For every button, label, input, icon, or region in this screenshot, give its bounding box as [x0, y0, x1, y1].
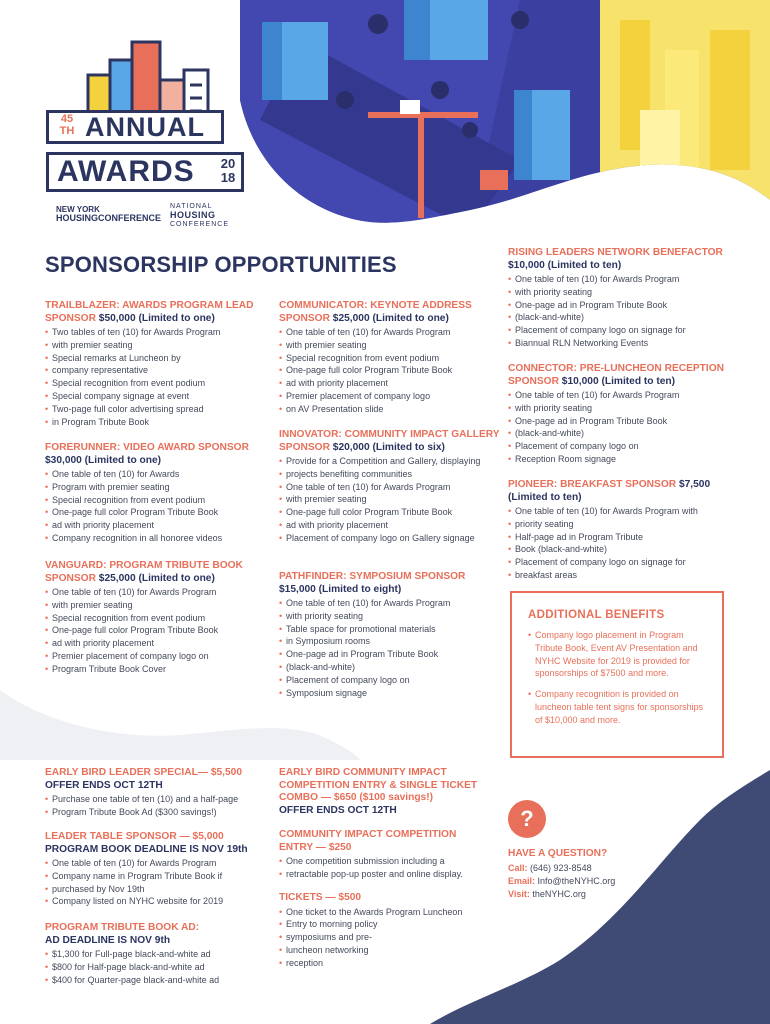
connector-section: CONNECTOR: PRE-LUNCHEON RECEPTION SPONSOR $10,000 (Limited to ten) • One table of ten (10) for Awards Program • with priority seating • One-page ad in Program Tribute Book • (black-and-white) • Placement of company logo on • Reception Room signage [508, 363, 730, 466]
list-item: • One table of ten (10) for Awards Program [508, 273, 730, 286]
list-item: • $800 for Half-page black-and-white ad [45, 961, 275, 974]
list-item: • priority seating [508, 518, 730, 531]
innovator-section: INNOVATOR: COMMUNITY IMPACT GALLERY SPONSOR $20,000 (Limited to six) • Provide for a Competition and Gallery, displaying • projects benefiting communities • One table of ten (10) for Awards Program • with premier seating • One-page full color Program Tribute Book • ad with priority placement • Placement of company logo on Gallery signage [279, 429, 501, 545]
list-item: • One-page ad in Program Tribute Book [279, 648, 501, 661]
contact-info [508, 848, 615, 901]
list-item: • with priority seating [279, 610, 501, 623]
list-item: • One ticket to the Awards Program Luncheon [279, 906, 501, 919]
list-item: • One table of ten (10) for Awards Program [508, 389, 730, 402]
logo-ordinal: 45 TH [59, 113, 75, 137]
list-item: • with premier seating [45, 599, 275, 612]
early-bird-leader-section: EARLY BIRD LEADER SPECIAL— $5,500 OFFER ENDS OCT 12TH • Purchase one table of ten (10) and a half-page • Program Tribute Book Ad ($300 savings!) [45, 767, 275, 819]
list-item: • Entry to morning policy [279, 918, 501, 931]
list-item: • Book (black-and-white) [508, 543, 730, 556]
city-illustration [230, 0, 770, 230]
list-item: • projects benefiting communities [279, 468, 501, 481]
list-item: • One competition submission including a [279, 855, 501, 868]
list-item: • Special recognition from event podium [279, 352, 501, 365]
list-item: • One-page ad in Program Tribute Book [508, 415, 730, 428]
early-bird-community-section: EARLY BIRD COMMUNITY IMPACT COMPETITION ENTRY & SINGLE TICKET COMBO — $650 ($100 savings!) OFFER ENDS OCT 12TH [279, 767, 478, 816]
list-item: • Special recognition from event podium [45, 377, 275, 390]
list-item: • retractable pop-up poster and online display. [279, 868, 501, 881]
list-item: • ad with priority placement [279, 377, 501, 390]
list-item: • $400 for Quarter-page black-and-white ad [45, 974, 275, 987]
forerunner-section: FORERUNNER: VIDEO AWARD SPONSOR $30,000 (Limited to one) • One table of ten (10) for Awards • Program with premier seating • Special recognition from event podium • One-page full color Program Tribute Book • ad with priority placement • Company recognition in all honoree videos [45, 442, 275, 545]
bullet-list [279, 326, 501, 416]
contact-website[interactable]: Visit: theNYHC.org [508, 889, 586, 899]
bullet-list [279, 855, 501, 881]
list-item: • Provide for a Competition and Gallery, displaying [279, 455, 501, 468]
list-item: • reception [279, 957, 501, 970]
bullet-list [508, 505, 730, 582]
list-item: • Purchase one table of ten (10) and a half-page [45, 793, 275, 806]
list-item: • One table of ten (10) for Awards Program [45, 586, 275, 599]
list-item: • (black-and-white) [508, 427, 730, 440]
benefits-title: ADDITIONAL BENEFITS [528, 609, 665, 621]
bullet-list [508, 389, 730, 466]
tribute-book-ad-section: PROGRAM TRIBUTE BOOK AD: AD DEADLINE IS NOV 9th • $1,300 for Full-page black-and-white ad • $800 for Half-page black-and-white ad • $400 for Quarter-page black-and-white ad [45, 922, 275, 986]
list-item: • Half-page ad in Program Tribute [508, 531, 730, 544]
list-item: • One-page ad in Program Tribute Book [508, 299, 730, 312]
list-item: • ad with priority placement [45, 519, 275, 532]
list-item: • Company logo placement in Program Tribute Book, Event AV Presentation and NYHC Website for 2019 is provided for sponsorships of $7500 and more. [528, 629, 708, 680]
list-item: • Reception Room signage [508, 453, 730, 466]
list-item: • on AV Presentation slide [279, 403, 501, 416]
additional-benefits-box [510, 591, 724, 758]
bullet-list [45, 468, 275, 545]
bullet-list [279, 597, 501, 699]
list-item: • Table space for promotional materials [279, 623, 501, 636]
bullet-list [279, 906, 501, 970]
list-item: • One table of ten (10) for Awards Program [279, 481, 501, 494]
bullet-list [45, 793, 275, 819]
bullet-list [528, 629, 708, 727]
contact-phone: Call: (646) 923-8548 [508, 863, 592, 873]
list-item: • Special recognition from event podium [45, 612, 275, 625]
list-item: • with premier seating [279, 493, 501, 506]
nhc-logo: NATIONAL HOUSING CONFERENCE [170, 203, 230, 228]
trailblazer-section: TRAILBLAZER: AWARDS PROGRAM LEAD SPONSOR $50,000 (Limited to one) • Two tables of ten (10) for Awards Program • with premier seating • Special remarks at Luncheon by • company representative • Special recognition from event podium • Special company signage at event • Two-page full color advertising spread • in Program Tribute Book [45, 300, 275, 428]
list-item: • ad with priority placement [279, 519, 501, 532]
list-item: • with priority seating [508, 286, 730, 299]
list-item: • Special recognition from event podium [45, 494, 275, 507]
list-item: • Two-page full color advertising spread [45, 403, 275, 416]
bullet-list [45, 857, 275, 908]
tickets-section: TICKETS — $500 • One ticket to the Awards Program Luncheon • Entry to morning policy • symposiums and pre- • luncheon networking • reception [279, 892, 501, 969]
bullet-list [45, 948, 275, 986]
list-item: • Biannual RLN Networking Events [508, 337, 730, 350]
rising-leaders-section: RISING LEADERS NETWORK BENEFACTOR $10,000 (Limited to ten) • One table of ten (10) for Awards Program • with priority seating • One-page ad in Program Tribute Book • (black-and-white) • Placement of company logo on signage for • Biannual RLN Networking Events [508, 247, 730, 350]
list-item: • Company listed on NYHC website for 2019 [45, 895, 275, 908]
bullet-list [279, 455, 501, 545]
pioneer-section: PIONEER: BREAKFAST SPONSOR $7,500 (Limited to ten) • One table of ten (10) for Awards Program with • priority seating • Half-page ad in Program Tribute • Book (black-and-white) • Placement of company logo on signage for • breakfast areas [508, 479, 730, 582]
bullet-list [45, 586, 275, 676]
list-item: • One-page full color Program Tribute Book [279, 506, 501, 519]
list-item: • ad with priority placement [45, 637, 275, 650]
community-entry-section: COMMUNITY IMPACT COMPETITION ENTRY — $250 • One competition submission including a • retractable pop-up poster and online display. [279, 829, 501, 881]
list-item: • (black-and-white) [279, 661, 501, 674]
list-item: • One table of ten (10) for Awards Program with [508, 505, 730, 518]
pathfinder-section: PATHFINDER: SYMPOSIUM SPONSOR $15,000 (Limited to eight) • One table of ten (10) for Awards Program • with priority seating • Table space for promotional materials • in Symposium rooms • One-page ad in Program Tribute Book • (black-and-white) • Placement of company logo on • Symposium signage [279, 571, 501, 699]
list-item: • luncheon networking [279, 944, 501, 957]
vanguard-section: VANGUARD: PROGRAM TRIBUTE BOOK SPONSOR $25,000 (Limited to one) • One table of ten (10) for Awards Program • with premier seating • Special recognition from event podium • One-page full color Program Tribute Book • ad with priority placement • Premier placement of company logo on • Program Tribute Book Cover [45, 560, 275, 676]
question-mark-icon: ? [508, 800, 546, 838]
list-item: • breakfast areas [508, 569, 730, 582]
list-item: • $1,300 for Full-page black-and-white ad [45, 948, 275, 961]
list-item: • One table of ten (10) for Awards Program [45, 857, 275, 870]
list-item: • in Symposium rooms [279, 635, 501, 648]
communicator-section: COMMUNICATOR: KEYNOTE ADDRESS SPONSOR $25,000 (Limited to one) • One table of ten (10) for Awards Program • with premier seating • Special recognition from event podium • One-page full color Program Tribute Book • ad with priority placement • Premier placement of company logo • on AV Presentation slide [279, 300, 501, 416]
list-item: • (black-and-white) [508, 311, 730, 324]
list-item: • Placement of company logo on signage for [508, 324, 730, 337]
list-item: • with premier seating [45, 339, 275, 352]
logo-year: 20 18 [220, 156, 236, 185]
list-item: • with priority seating [508, 402, 730, 415]
list-item: • Symposium signage [279, 687, 501, 700]
contact-title: HAVE A QUESTION? [508, 848, 608, 859]
contact-email[interactable]: Email: Info@theNYHC.org [508, 876, 616, 886]
list-item: • Program Tribute Book Cover [45, 663, 275, 676]
list-item: • One-page full color Program Tribute Book [45, 506, 275, 519]
leader-table-section: LEADER TABLE SPONSOR — $5,000 PROGRAM BOOK DEADLINE IS NOV 19th • One table of ten (10) for Awards Program • Company name in Program Tribute Book if • purchased by Nov 19th • Company listed on NYHC website for 2019 [45, 831, 275, 908]
page-title: SPONSORSHIP OPPORTUNITIES [45, 252, 397, 277]
bullet-list [45, 326, 275, 428]
logo-awards-text: AWARDS [46, 152, 244, 192]
list-item: • Two tables of ten (10) for Awards Program [45, 326, 275, 339]
list-item: • Program with premier seating [45, 481, 275, 494]
list-item: • Placement of company logo on [279, 674, 501, 687]
list-item: • Program Tribute Book Ad ($300 savings!) [45, 806, 275, 819]
list-item: • symposiums and pre- [279, 931, 501, 944]
list-item: • Premier placement of company logo [279, 390, 501, 403]
list-item: • Company recognition is provided on luncheon table tent signs for sponsorships of $10,000 and more. [528, 688, 708, 726]
list-item: • One table of ten (10) for Awards Program [279, 597, 501, 610]
list-item: • Placement of company logo on signage for [508, 556, 730, 569]
list-item: • Special company signage at event [45, 390, 275, 403]
list-item: • company representative [45, 364, 275, 377]
list-item: • with premier seating [279, 339, 501, 352]
list-item: • in Program Tribute Book [45, 416, 275, 429]
list-item: • Special remarks at Luncheon by [45, 352, 275, 365]
list-item: • One table of ten (10) for Awards [45, 468, 275, 481]
nyhc-logo: NEW YORK HOUSINGCONFERENCE [56, 205, 162, 223]
list-item: • Premier placement of company logo on [45, 650, 275, 663]
list-item: • Company recognition in all honoree videos [45, 532, 275, 545]
list-item: • Placement of company logo on [508, 440, 730, 453]
list-item: • One-page full color Program Tribute Book [45, 624, 275, 637]
list-item: • Company name in Program Tribute Book if [45, 870, 275, 883]
list-item: • One table of ten (10) for Awards Program [279, 326, 501, 339]
list-item: • One-page full color Program Tribute Book [279, 364, 501, 377]
bullet-list [508, 273, 730, 350]
list-item: • Placement of company logo on Gallery signage [279, 532, 501, 545]
logo-annual-text: ANNUAL [46, 110, 224, 144]
list-item: • purchased by Nov 19th [45, 883, 275, 896]
